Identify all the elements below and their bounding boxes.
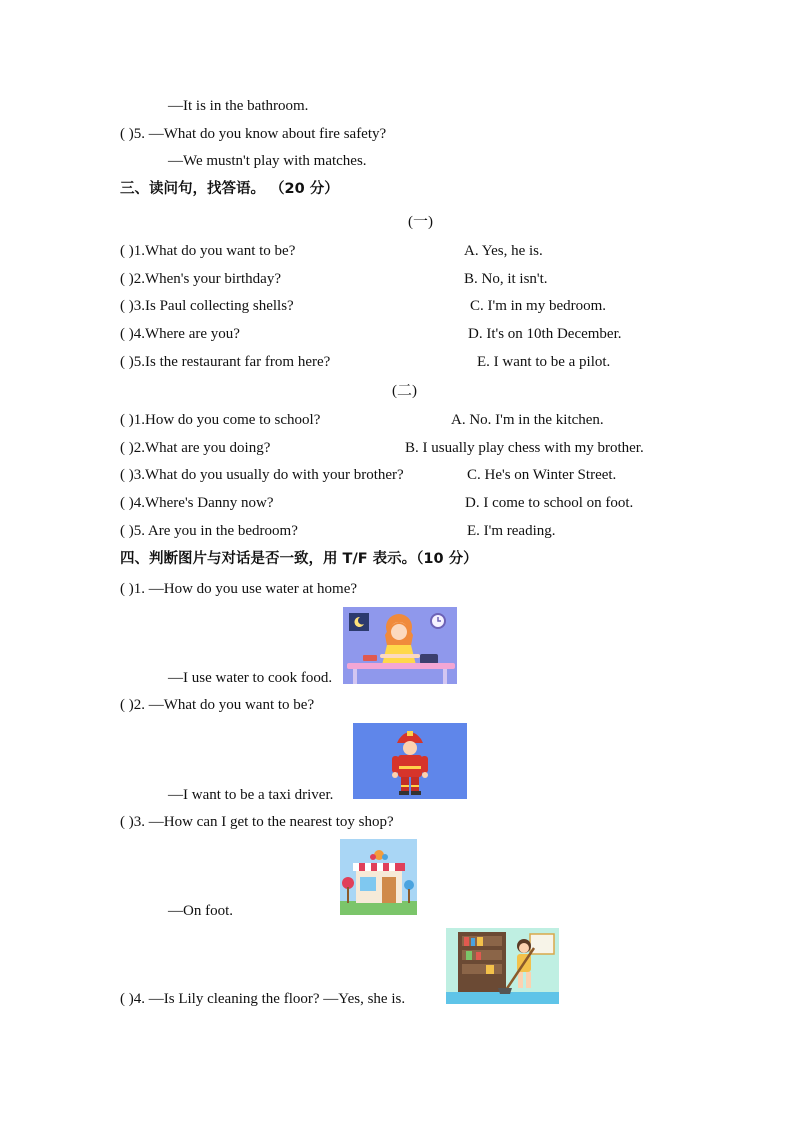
section-heading: 三、读问句，找答语。 （20 分） [120,181,339,197]
answer-option: A. No. I'm in the kitchen. [451,412,604,428]
question-item: ( )1.How do you come to school? [120,412,321,428]
part-label: (二) [392,383,417,399]
question-item: ( )4.Where's Danny now? [120,495,274,511]
question-item: ( )1. —How do you use water at home? [120,581,358,597]
question-item: ( )5.Is the restaurant far from here? [120,354,331,370]
question-item: ( )3.What do you usually do with your brother? [120,467,404,483]
question-item: ( )3.Is Paul collecting shells? [120,298,294,314]
answer-option: E. I'm reading. [467,523,556,539]
answer-line: —I want to be a taxi driver. [168,787,334,803]
answer-line: —On foot. [168,903,233,919]
cleaning-floor-picture [446,928,559,1004]
question-item: ( )2.What are you doing? [120,440,271,456]
part-label: (一) [408,214,433,230]
answer-option: E. I want to be a pilot. [477,354,611,370]
answer-line: —It is in the bathroom. [168,98,309,114]
kitchen-cooking-picture [343,607,457,684]
answer-option: D. It's on 10th December. [468,326,622,342]
firefighter-picture [353,723,467,799]
answer-option: D. I come to school on foot. [465,495,634,511]
question-item: ( )2.When's your birthday? [120,271,281,287]
question-item: ( )2. —What do you want to be? [120,697,315,713]
question-item: ( )4. —Is Lily cleaning the floor? —Yes, she is. [120,991,406,1007]
question-item: ( )3. —How can I get to the nearest toy shop? [120,814,394,830]
answer-line: —We mustn't play with matches. [168,153,367,169]
question-item: ( )1.What do you want to be? [120,243,296,259]
answer-option: C. He's on Winter Street. [467,467,617,483]
section-heading: 四、判断图片与对话是否一致，用 T/F 表示。（10 分） [120,551,478,567]
question-line: ( )5. —What do you know about fire safety? [120,126,387,142]
answer-option: B. I usually play chess with my brother. [405,440,644,456]
answer-line: —I use water to cook food. [168,670,333,686]
answer-option: A. Yes, he is. [464,243,543,259]
toy-shop-picture [340,839,417,915]
question-item: ( )4.Where are you? [120,326,240,342]
answer-option: C. I'm in my bedroom. [470,298,607,314]
answer-option: B. No, it isn't. [464,271,548,287]
question-item: ( )5. Are you in the bedroom? [120,523,298,539]
